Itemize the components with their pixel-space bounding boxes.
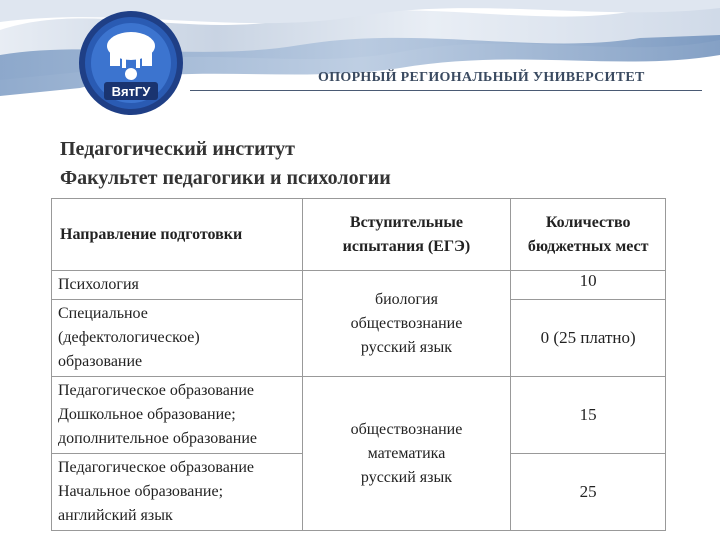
header-exams: Вступительные испытания (ЕГЭ) bbox=[302, 199, 511, 271]
seats-cell: 10 bbox=[511, 271, 666, 300]
direction-line: Начальное образование; bbox=[58, 483, 224, 500]
direction-line: английский язык bbox=[58, 507, 173, 524]
table-row bbox=[52, 377, 666, 454]
logo-text: ВятГУ bbox=[111, 84, 151, 99]
direction-line: Педагогическое образование bbox=[58, 382, 255, 399]
page-title bbox=[60, 135, 391, 193]
seats-cell: 15 bbox=[511, 377, 666, 454]
direction-cell bbox=[52, 377, 303, 454]
header-direction: Направление подготовки bbox=[52, 199, 303, 271]
faculty-name: Факультет педагогики и психологии bbox=[60, 167, 391, 189]
direction-cell bbox=[52, 454, 303, 531]
university-tagline: ОПОРНЫЙ РЕГИОНАЛЬНЫЙ УНИВЕРСИТЕТ bbox=[318, 70, 645, 85]
exams-cell bbox=[302, 271, 511, 377]
direction-line: Психология bbox=[58, 276, 139, 293]
exam-subject: биология bbox=[374, 290, 438, 308]
seats-cell: 25 bbox=[511, 454, 666, 531]
direction-line: Дошкольное образование; bbox=[58, 406, 236, 423]
exam-subject: русский язык bbox=[360, 338, 452, 356]
exam-subject: обществознание bbox=[350, 314, 463, 332]
direction-cell bbox=[52, 271, 303, 300]
seats-cell: 0 (25 платно) bbox=[511, 300, 666, 377]
direction-line: (дефектологическое) bbox=[58, 329, 200, 346]
exam-subject: математика bbox=[367, 444, 446, 462]
header-divider bbox=[190, 90, 702, 91]
direction-line: дополнительное образование bbox=[58, 430, 257, 447]
exam-subject: обществознание bbox=[350, 420, 463, 438]
admissions-table bbox=[51, 198, 666, 531]
direction-line: Педагогическое образование bbox=[58, 459, 255, 476]
direction-cell bbox=[52, 300, 303, 377]
exam-subject: русский язык bbox=[360, 468, 452, 486]
direction-line: Специальное bbox=[58, 305, 148, 322]
institute-name: Педагогический институт bbox=[60, 138, 295, 160]
direction-line: образование bbox=[58, 353, 143, 370]
table-header-row bbox=[52, 199, 666, 271]
header-seats: Количество бюджетных мест bbox=[511, 199, 666, 271]
exams-cell bbox=[302, 377, 511, 531]
table-row bbox=[52, 271, 666, 300]
university-logo bbox=[76, 8, 186, 118]
